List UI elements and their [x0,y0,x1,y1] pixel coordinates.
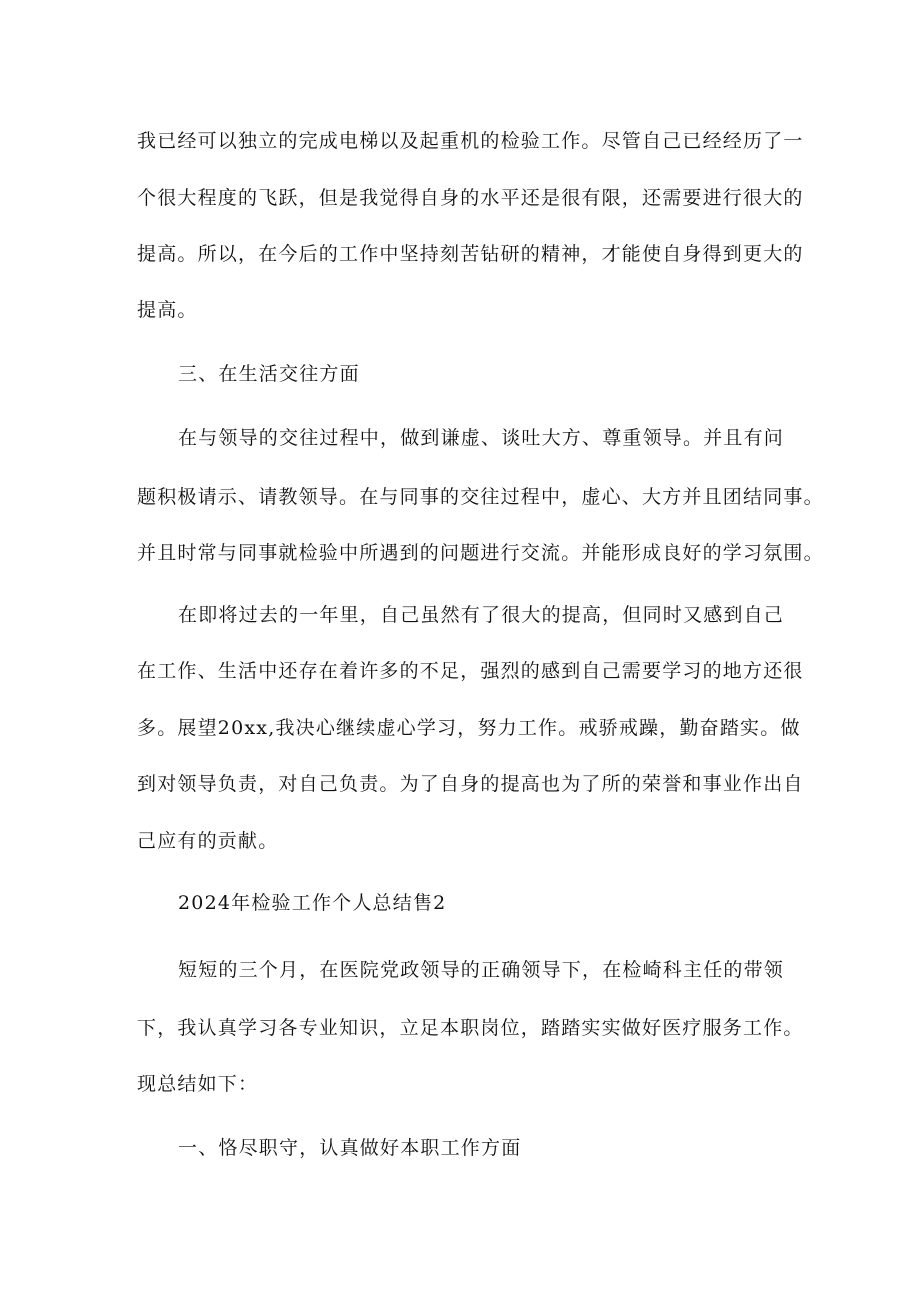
paragraph-line: 提高。所以，在今后的工作中坚持刻苦钻研的精神，才能使自身得到更大的 [137,243,804,265]
paragraph-line: 在即将过去的一年里，自己虽然有了很大的提高，但同时又感到自己 [178,604,785,626]
paragraph-line: 提高。 [137,299,198,321]
paragraph-line: 下，我认真学习各专业知识，立足本职岗位，踏踏实实做好医疗服务工作。 [137,1017,804,1039]
paragraph-line: 短短的三个月，在医院党政领导的正确领导下，在检崎科主任的带领 [178,959,785,981]
section-heading-3: 三、在生活交往方面 [178,363,360,385]
paragraph-line: 题积极请示、请教领导。在与同事的交往过程中，虚心、大方并且团结同事。 [137,486,824,508]
paragraph-line: 多。展望20xx,我决心继续虚心学习，努力工作。戒骄戒躁，勤奋踏实。做 [137,717,801,739]
paragraph-line: 并且时常与同事就检验中所遇到的问题进行交流。并能形成良好的学习氛围。 [137,542,824,564]
paragraph-line: 我已经可以独立的完成电梯以及起重机的检验工作。尽管自己已经经历了一 [137,130,804,152]
paragraph-line: 现总结如下： [137,1073,259,1095]
paragraph-line: 己应有的贡献。 [137,830,279,852]
paragraph-line: 在与领导的交往过程中，做到谦虚、谈吐大方、尊重领导。并且有问 [178,427,785,449]
paragraph-line: 个很大程度的飞跃，但是我觉得自身的水平还是很有限，还需要进行很大的 [137,187,804,209]
section-title: 2024年检验工作个人总结售2 [178,892,447,914]
paragraph-line: 在工作、生活中还存在着许多的不足，强烈的感到自己需要学习的地方还很 [137,660,804,682]
paragraph-line: 到对领导负责，对自己负责。为了自身的提高也为了所的荣誉和事业作出自 [137,773,804,795]
section-heading-1: 一、恪尽职守，认真做好本职工作方面 [178,1137,522,1159]
